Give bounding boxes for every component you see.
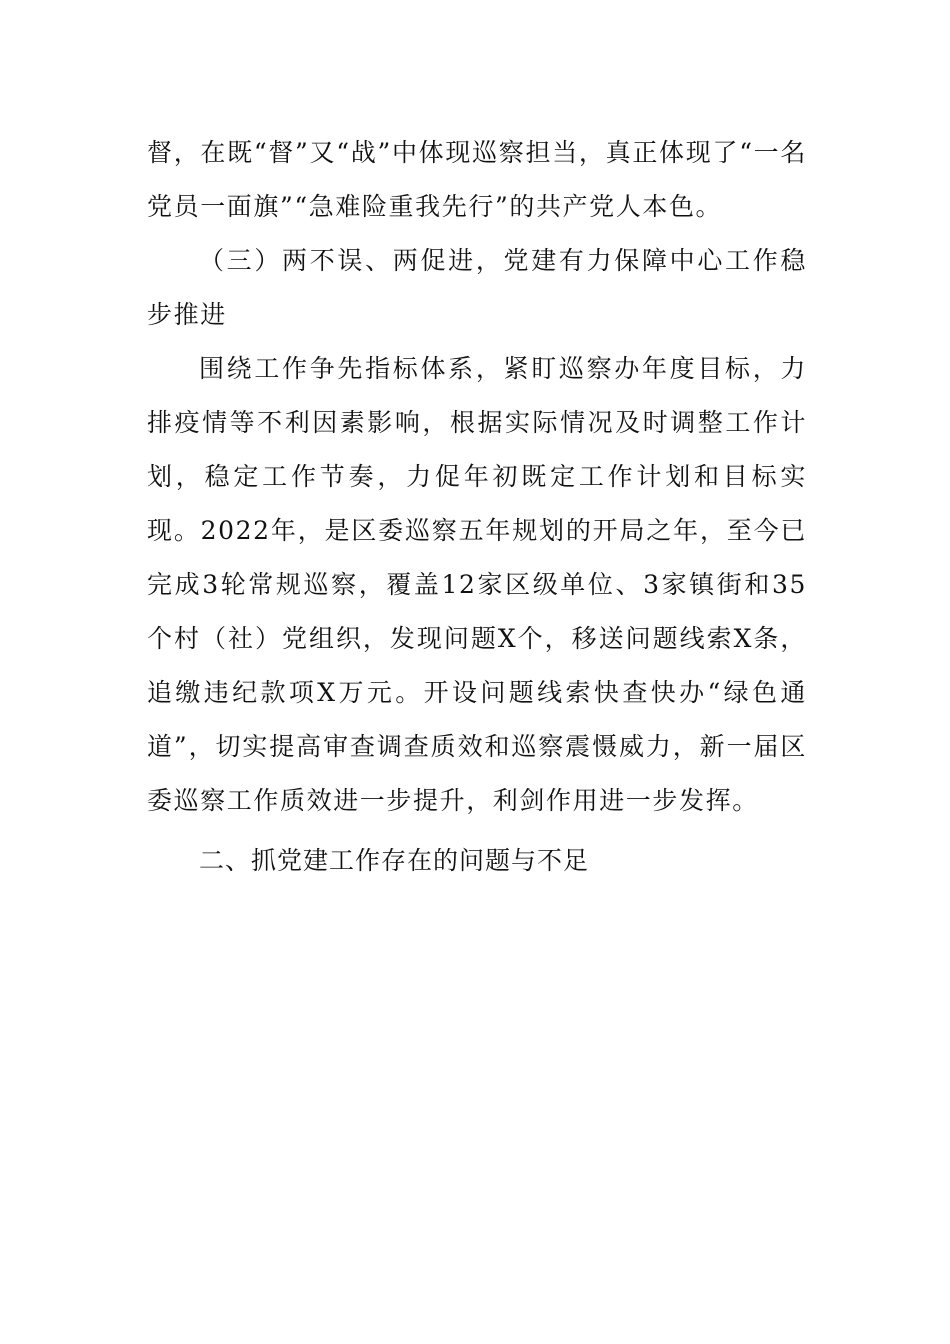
subsection-heading: （三）两不误、两促进，党建有力保障中心工作稳步推进: [147, 246, 807, 329]
paragraph-continuation: 督，在既“督”又“战”中体现巡察担当，真正体现了“一名党员一面旗”“急难险重我先行”的共产党人本色。: [147, 138, 807, 221]
section-heading: 二、抓党建工作存在的问题与不足: [199, 846, 590, 875]
document-body: [147, 126, 807, 888]
paragraph-body: 围绕工作争先指标体系，紧盯巡察办年度目标，力排疫情等不利因素影响，根据实际情况及时调整工作计划，稳定工作节奏，力促年初既定工作计划和目标实现。2022年，是区委巡察五年规划的开局之年，至今已完成3轮常规巡察，覆盖12家区级单位、3家镇街和35个村（社）党组织，发现问题X个，移送问题线索X条，追缴违纪款项X万元。开设问题线索快查快办“绿色通道”，切实提高审查调查质效和巡察震慑威力，新一届区委巡察工作质效进一步提升，利剑作用进一步发挥。: [147, 354, 807, 815]
